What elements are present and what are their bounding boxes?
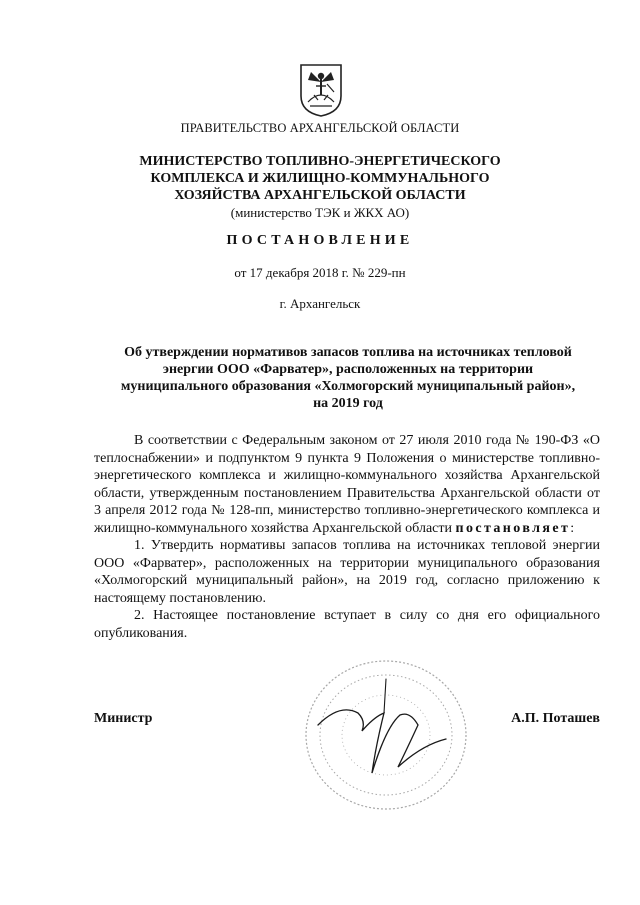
ministry-abbreviation: (министерство ТЭК и ЖКХ АО) [230,205,410,220]
ministry-name-line: ХОЗЯЙСТВА АРХАНГЕЛЬСКОЙ ОБЛАСТИ [174,188,466,203]
ministry-name [0,153,640,204]
document-city: г. Архангельск [279,296,361,311]
intro-paragraph [94,432,600,537]
signer-title: Министр [94,711,153,726]
subject-line: на 2019 год [313,396,383,411]
official-seal-icon [300,655,472,815]
document-type: ПОСТАНОВЛЕНИЕ [226,233,414,248]
decree-word: постановляет [455,520,571,536]
signature-block [94,711,600,731]
intro-text: В соответствии с Федеральным законом от 27 июля 2010 года № 190-ФЗ «О теплоснабжении» и подпунктом 9 пункта 9 Положения о министерстве топливно-энергетического комплекса и жилищно-коммунального хозяйства Архангельской области, утвержденным постановлением Правительства Архангельской области от 3 апреля 2012 года № 128-пп, министерство топливно-энергетического комплекса и жилищно-коммунального хозяйства Архангельской области [94,433,600,536]
subject-line: муниципального образования «Холмогорский муниципальный район», [120,379,576,394]
signer-name: А.П. Поташев [511,711,600,726]
document-date-number: от 17 декабря 2018 г. № 229-пн [234,265,406,280]
document-subject [94,344,602,412]
ministry-name-line: КОМПЛЕКСА И ЖИЛИЩНО-КОММУНАЛЬНОГО [150,171,490,186]
ministry-name-line: МИНИСТЕРСТВО ТОПЛИВНО-ЭНЕРГЕТИЧЕСКОГО [139,154,501,169]
document-body [94,432,600,642]
item-1-paragraph: 1. Утвердить нормативы запасов топлива на источниках тепловой энергии ООО «Фарватер», расположенных на территории муниципального образования «Холмогорский муниципальный район», на 2019 год, согласно приложению к настоящему постановлению. [94,538,600,606]
item-2-paragraph: 2. Настоящее постановление вступает в силу со дня его официального опубликования. [94,608,600,641]
decree-colon: : [570,520,575,536]
coat-of-arms-icon [298,62,344,118]
subject-line: энергии ООО «Фарватер», расположенных на территории [162,362,534,377]
government-name: ПРАВИТЕЛЬСТВО АРХАНГЕЛЬСКОЙ ОБЛАСТИ [180,121,460,135]
subject-line: Об утверждении нормативов запасов топлива на источниках тепловой [124,345,572,360]
